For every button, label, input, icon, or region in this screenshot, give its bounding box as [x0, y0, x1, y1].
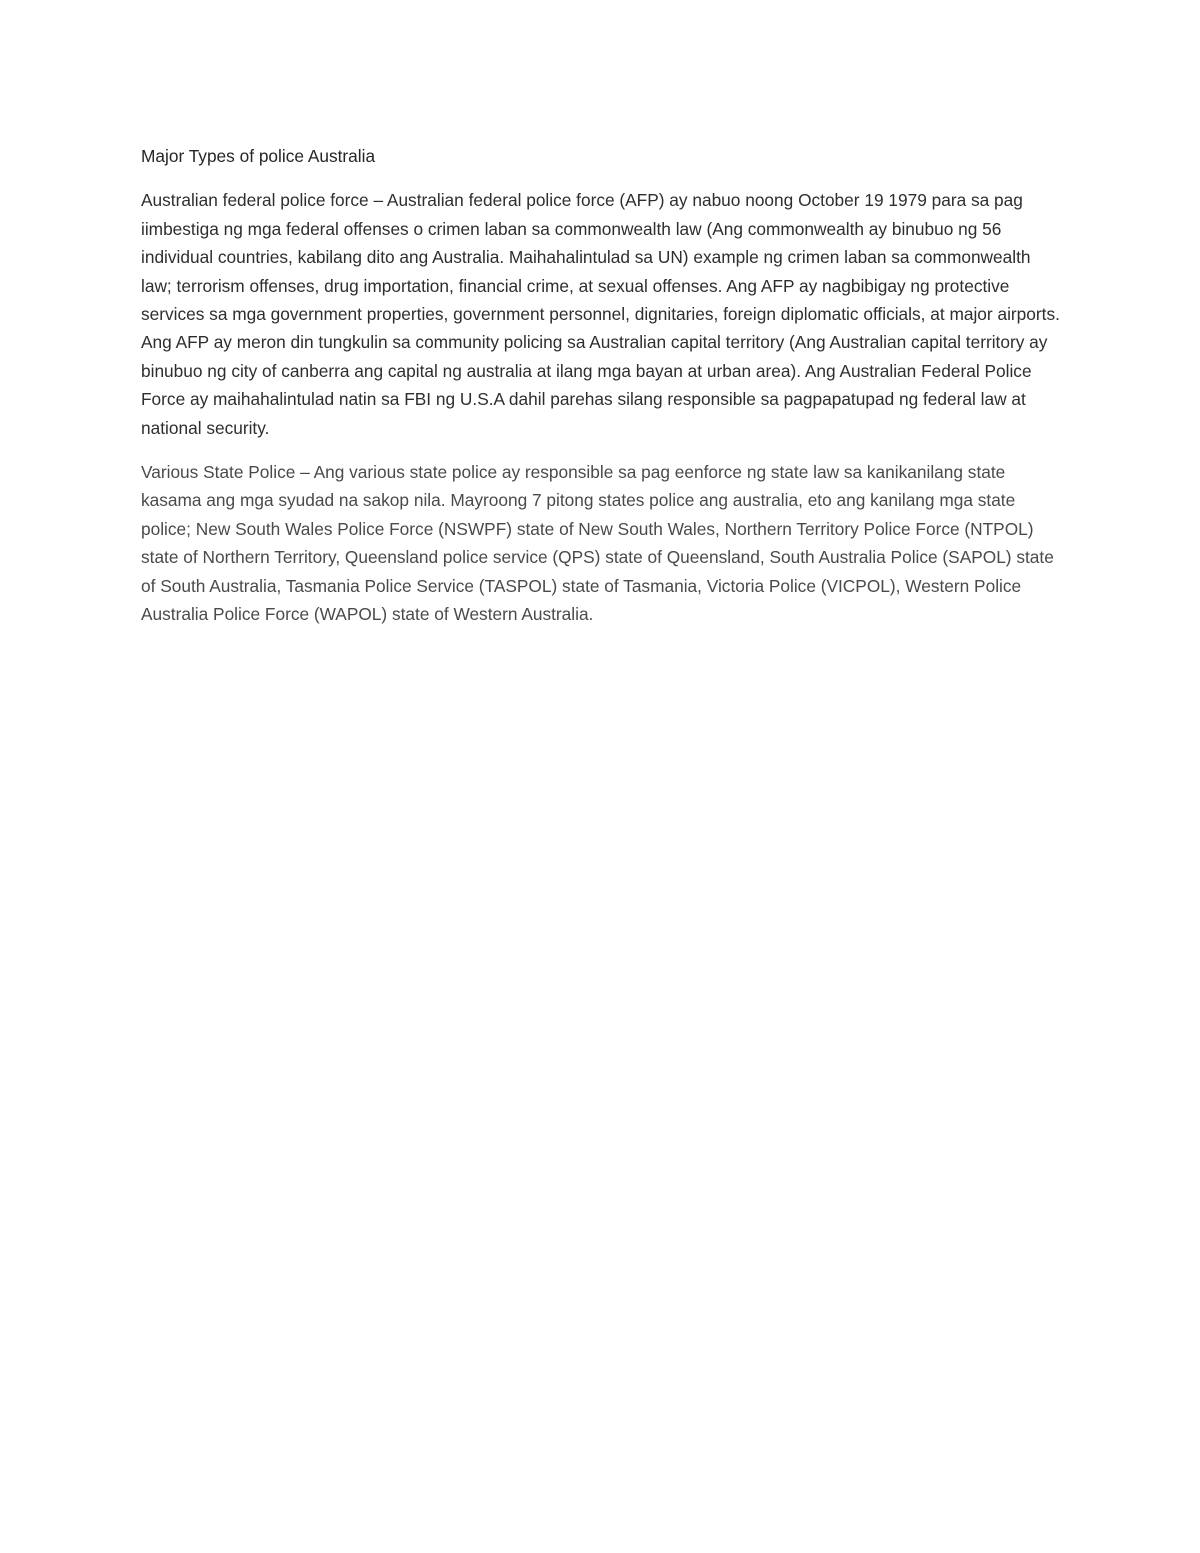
document-title: Major Types of police Australia [141, 146, 376, 166]
document-page [141, 142, 1061, 645]
paragraph-federal-police: Australian federal police force – Australian federal police force (AFP) ay nabuo noong October 19 1979 para sa pag iimbestiga ng mga federal offenses o crimen laban sa commonwealth law (Ang commonwealth ay binubuo ng 56 individual countries, kabilang dito ang Australia. Maihahalintulad sa UN) example ng crimen laban sa commonwealth law; terrorism offenses, drug importation, financial crime, at sexual offenses. Ang AFP ay nagbibigay ng protective services sa mga government properties, government personnel, dignitaries, foreign diplomatic officials, at major airports. Ang AFP ay meron din tungkulin sa community policing sa Australian capital territory (Ang Australian capital territory ay binubuo ng city of canberra ang capital ng australia at ilang mga bayan at urban area). Ang Australian Federal Police Force ay maihahalintulad natin sa FBI ng U.S.A dahil parehas silang responsible sa pagpapatupad ng federal law at national security. [141, 190, 1060, 438]
paragraph-state-police: Various State Police – Ang various state police ay responsible sa pag eenforce ng state law sa kanikanilang state kasama ang mga syudad na sakop nila. Mayroong 7 pitong states police ang australia, eto ang kanilang mga state police; New South Wales Police Force (NSWPF) state of New South Wales, Northern Territory Police Force (NTPOL) state of Northern Territory, Queensland police service (QPS) state of Queensland, South Australia Police (SAPOL) state of South Australia, Tasmania Police Service (TASPOL) state of Tasmania, Victoria Police (VICPOL), Western Police Australia Police Force (WAPOL) state of Western Australia. [141, 462, 1054, 625]
